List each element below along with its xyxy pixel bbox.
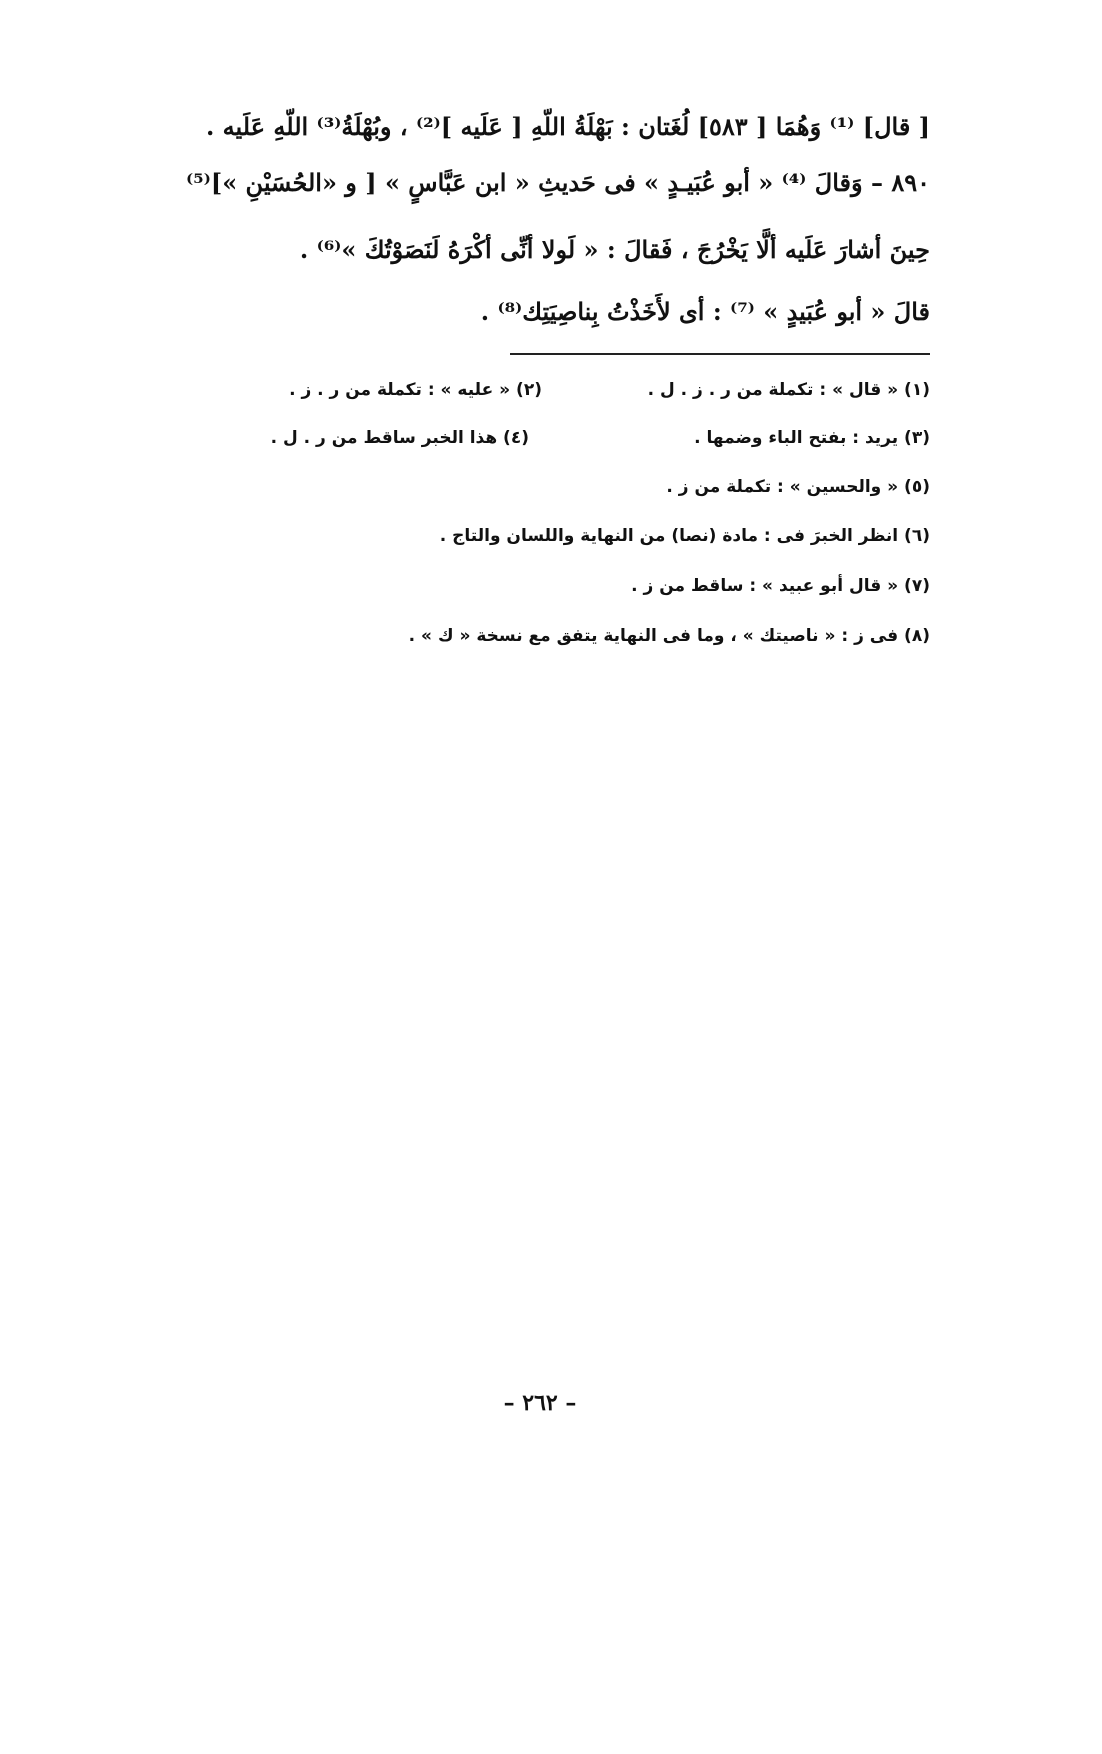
main-text-line-3: حِينَ أشارَ عَلَيه ألَّا يَخْرُجَ ، فَقالَ : « لَولا أنِّى أكْرَهُ لَنَصَوْتُكَ »⁽⁶⁾ . — [299, 235, 930, 264]
footnote-3: (٣) يريد : بفتح الباء وضمها . — [694, 428, 930, 448]
footnote-5: (٥) « والحسين » : تكملة من ز . — [666, 477, 930, 497]
footnote-8: (٨) فى ز : « ناصيتك » ، وما فى النهاية يتفق مع نسخة « ك » . — [408, 626, 930, 646]
footnote-1: (١) « قال » : تكملة من ر . ز . ل . — [647, 380, 930, 400]
page-number: – ٢٦٢ – — [503, 1390, 577, 1416]
main-text-line-1: [ قال] ⁽¹⁾ وَهُمَا [ ٥٨٣] لُغَتان : بَهْلَةُ اللّهِ [ عَلَيه ]⁽²⁾ ، وبُهْلَةُ⁽³⁾ اللّهِ عَلَيه . — [205, 112, 930, 141]
main-text-line-4: قالَ « أبو عُبَيدٍ » ⁽⁷⁾ : أى لأَخَذْتُ بِناصِيَتِك⁽⁸⁾ . — [480, 297, 930, 326]
footnote-divider — [510, 353, 930, 355]
footnote-6: (٦) انظر الخبرَ فى : مادة (نصا) من النهاية واللسان والتاج . — [439, 526, 930, 546]
footnote-4: (٤) هذا الخبر ساقط من ر . ل . — [270, 428, 529, 448]
main-text-line-2: ٨٩٠ – وَقالَ ⁽⁴⁾ « أبو عُبَيـدٍ » فى حَديثِ « ابن عَبَّاسٍ » [ و «الحُسَيْنِ »]⁽⁵⁾ — [186, 168, 930, 197]
footnote-2: (٢) « عليه » : تكملة من ر . ز . — [289, 380, 542, 400]
footnote-7: (٧) « قال أبو عبيد » : ساقط من ز . — [631, 576, 930, 596]
